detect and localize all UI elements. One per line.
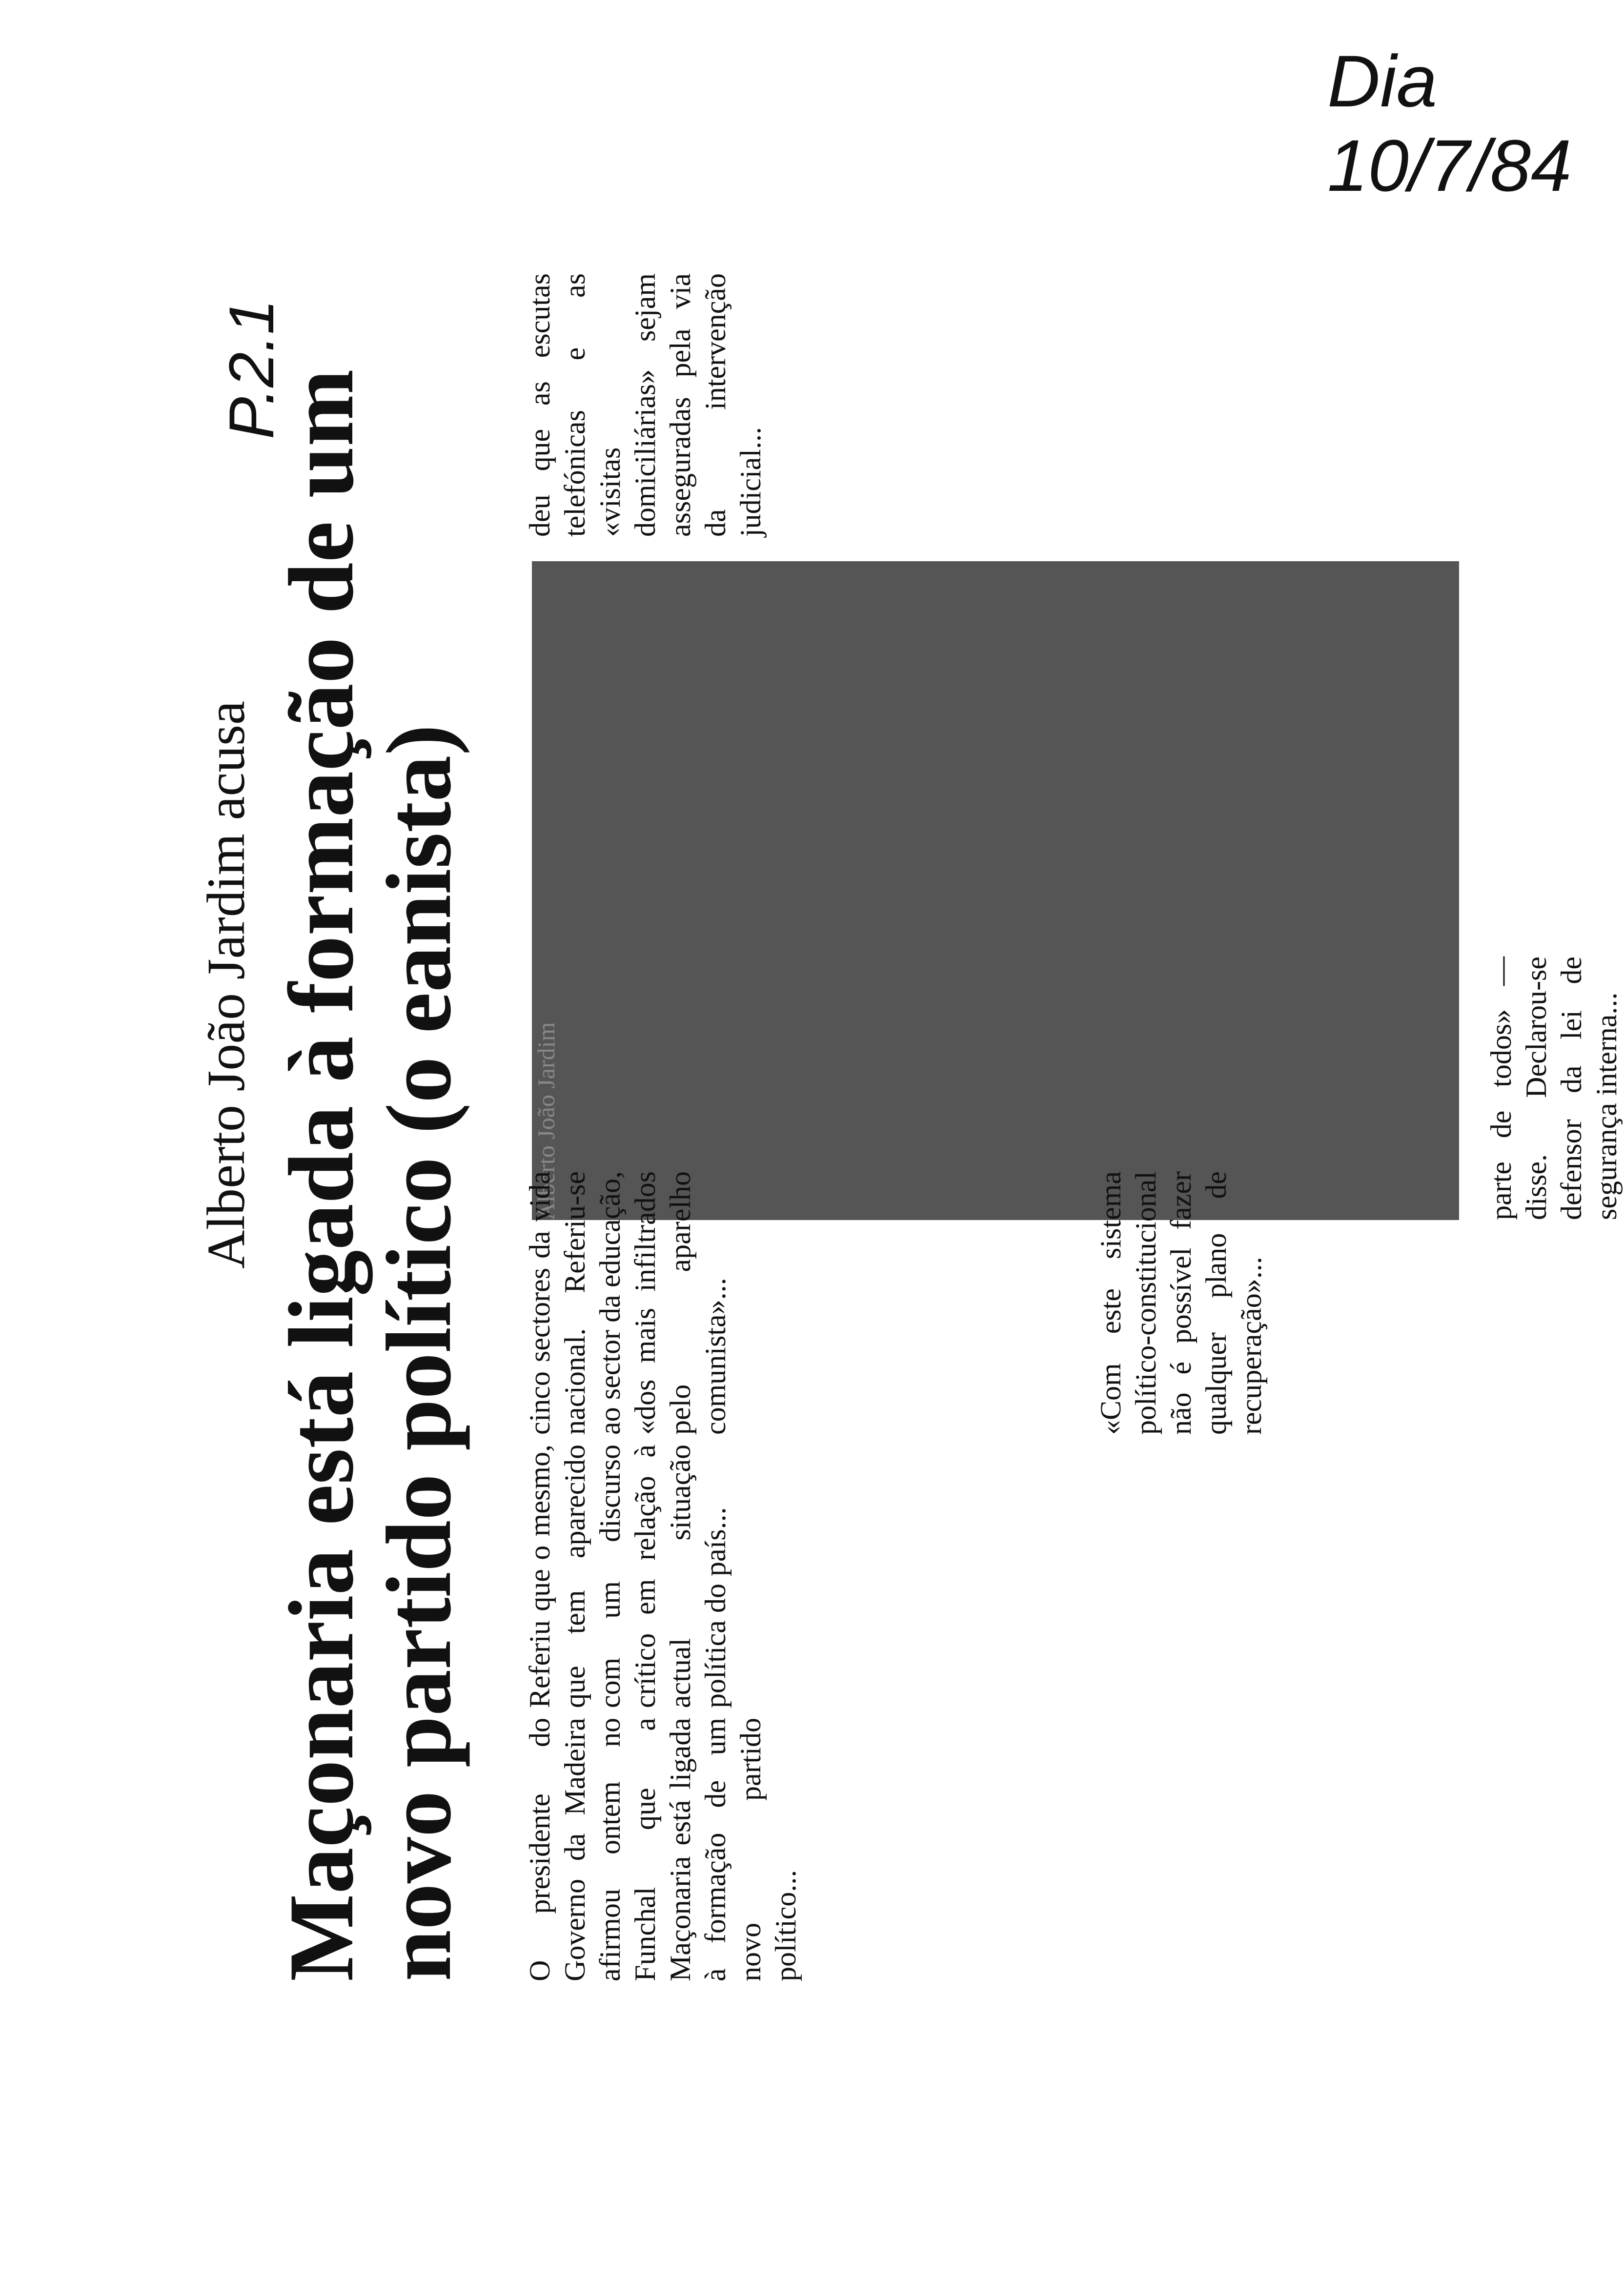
photo — [532, 561, 1459, 1220]
headline: Maçonaria está ligada à formação de um novo partido político (o eanista) — [270, 369, 470, 1981]
photo-alt: Alberto João Jardim — [532, 1022, 560, 1220]
article — [68, 146, 1623, 2098]
column-1: O presidente do Governo da Madeira afirmou ontem no Funchal que a Maçonaria está ligada à formação de um novo partido político... — [524, 1718, 802, 1981]
column-3: cinco sectores da vida nacional. Referiu-se ao sector da educação, «dos mais infiltrados pelo aparelho comunista»... — [524, 1171, 731, 1435]
column-2: Referiu que o mesmo, que tem aparecido com um discurso crítico em relação à actual situação política do país... — [524, 1445, 731, 1708]
column-5: parte de todos» — disse. Declarou-se defensor da lei de segurança interna... — [1485, 957, 1623, 1220]
kicker: Alberto João Jardim acusa — [196, 701, 256, 1269]
column-4: «Com este sistema político-constitucional não é possível fazer qualquer plano de recuperação»... — [1095, 1171, 1267, 1435]
handwritten-date: Dia 10/7/84 — [1327, 40, 1572, 206]
stamp: P.2.1 — [216, 299, 287, 439]
column-6: deu que as escutas telefónicas e as «visitas domiciliárias» sejam asseguradas pela via da intervenção judicial... — [524, 273, 767, 537]
